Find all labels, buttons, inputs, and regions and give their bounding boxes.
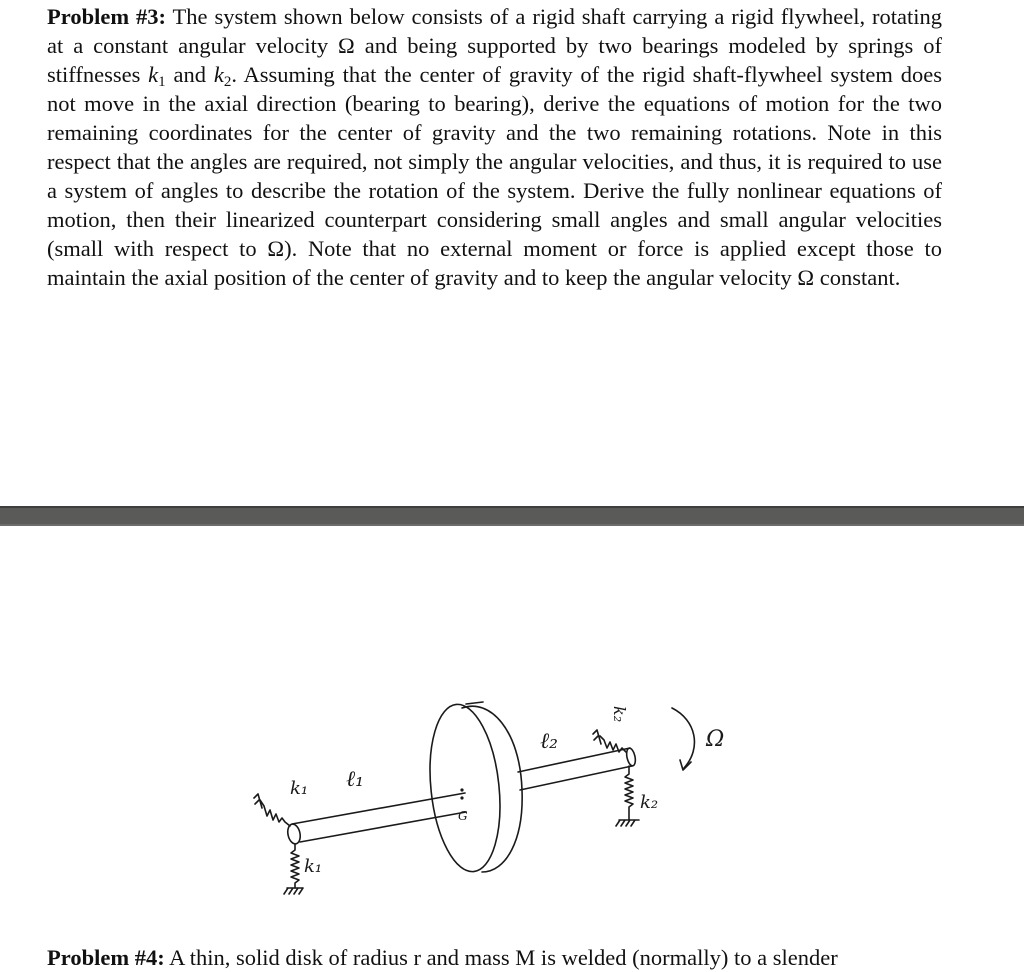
- cg-dot: [460, 796, 463, 799]
- shaft-right-top-edge: [518, 748, 630, 772]
- problem-4-text-cut: [47, 943, 947, 970]
- label-k1-bottom: k₁: [304, 856, 323, 877]
- problem-text-part-4: ). Note that no external moment or force is applied except those to maintain the axial position of the center of gravity and to keep the angular velocity: [47, 236, 942, 290]
- rotation-arrow: [672, 708, 694, 768]
- flywheel-face: [422, 701, 507, 875]
- label-k1-top: k₁: [290, 778, 309, 799]
- problem-3-text: [47, 2, 942, 292]
- label-l2: ℓ₂: [540, 729, 558, 754]
- problem-4-label: Problem #4:: [47, 945, 165, 970]
- flywheel-thickness-line: [466, 702, 483, 704]
- sketch-canvas: [240, 690, 760, 920]
- omega-symbol: Ω: [338, 33, 355, 58]
- shaft-right-end: [625, 747, 637, 766]
- ground-k1-bottom: [284, 888, 303, 894]
- label-omega: Ω: [706, 727, 725, 752]
- k-symbol: k: [213, 62, 224, 87]
- shaft-left-end: [286, 823, 302, 845]
- omega-symbol: Ω: [267, 236, 285, 261]
- ground-k2-side: [593, 730, 601, 744]
- shaft-right-bottom-edge: [520, 766, 632, 790]
- label-G: G: [458, 809, 468, 823]
- label-k2-top: k₂: [610, 706, 629, 723]
- problem-3-label: Problem #3:: [47, 4, 167, 29]
- problem-4-text: A thin, solid disk of radius r and mass M is welded (normally) to a slender: [164, 945, 838, 970]
- spring-k1-side: [260, 800, 290, 826]
- omega-symbol: Ω: [797, 265, 815, 290]
- problem-text-part-5: constant.: [814, 265, 901, 290]
- label-k2-bottom: k₂: [640, 792, 659, 813]
- k-subscript-1: 1: [158, 74, 166, 90]
- spring-k2-bottom: [625, 766, 633, 820]
- page-divider: [0, 506, 1024, 526]
- shaft-left-top-edge: [292, 793, 465, 824]
- problem-text-part-1: The system shown below consists of a rigid shaft carrying a rigid flywheel, rotating at a constant angular velocity: [47, 4, 943, 58]
- problem-text-part-2: and being supported by two bearings modeled by springs of stiffnesses: [47, 33, 942, 87]
- ground-k2-bottom: [616, 820, 639, 826]
- k-symbol: k: [148, 62, 159, 87]
- ground-k1-side: [254, 794, 262, 808]
- spring-k1-bottom: [291, 844, 299, 888]
- flywheel-rim-edge: [462, 706, 522, 872]
- k-subscript-2: 2: [223, 74, 232, 90]
- and-word: and: [165, 62, 214, 87]
- shaft-flywheel-sketch: [240, 690, 760, 920]
- label-l1: ℓ₁: [346, 767, 364, 792]
- cg-dot: [460, 788, 463, 791]
- problem-text-part-3: . Assuming that the center of gravity of the rigid shaft-flywheel system does not move in the axial direction (bearing to bearing), derive the equations of motion for the two remaining coordinates for the center of gravity and the two remaining rotations. Note in this respect that the angles are required, not simply the angular velocities, and thus, it is required to use a system of angles to describe the rotation of the system. Derive the fully nonlinear equations of motion, then their linearized counterpart considering small angles and small angular velocities (small with respect to: [47, 62, 942, 261]
